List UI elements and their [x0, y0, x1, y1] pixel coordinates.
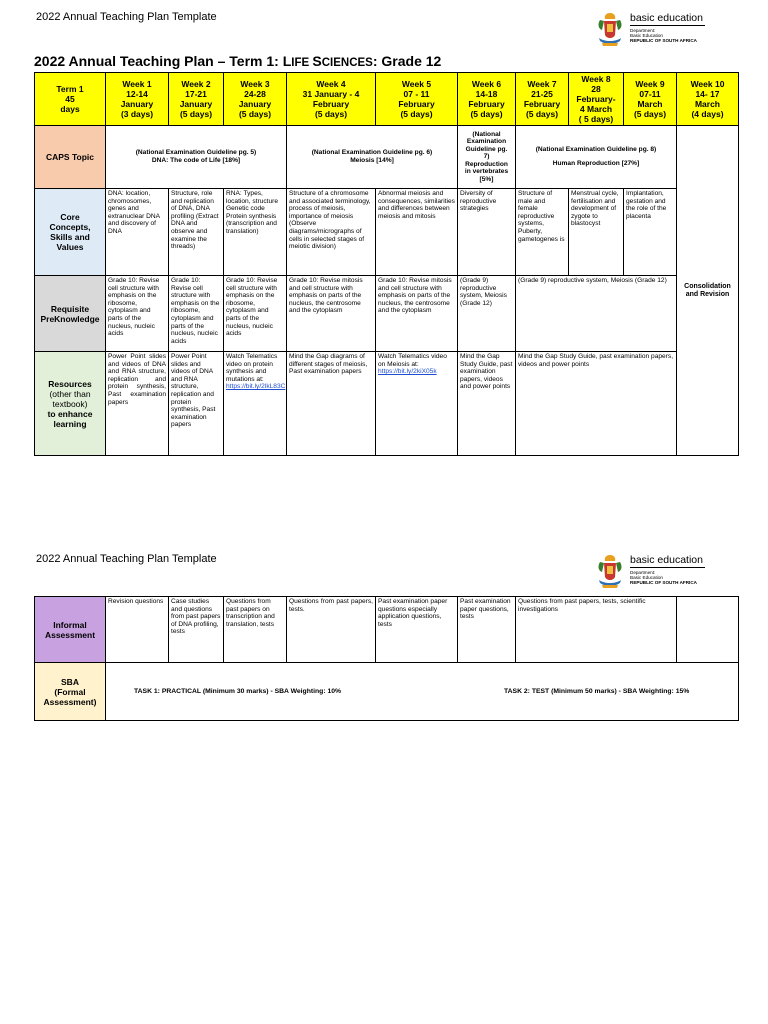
- week-dates: 14-18: [475, 89, 498, 99]
- label-line: Assessment: [44, 629, 96, 640]
- resources-cell: [376, 352, 458, 456]
- week-days: (5 days): [633, 109, 667, 119]
- week-label: Week 8: [581, 74, 611, 84]
- sba-row: [35, 663, 739, 721]
- term-days-count: 45: [65, 94, 75, 104]
- week-dates: 21-25: [531, 89, 553, 99]
- requisite-preknowledge-row: [35, 276, 739, 352]
- week-label: Week 1: [122, 79, 152, 89]
- week-month: February: [312, 99, 350, 109]
- informal-cell: Past examination paper questions, tests: [458, 597, 516, 663]
- header-template-text-2: 2022 Annual Teaching Plan Template: [36, 553, 217, 565]
- caps-topic-label: CAPS Topic: [35, 126, 106, 189]
- topic-name: DNA: The code of Life [18%]: [151, 157, 241, 164]
- week-dates: 07 - 11: [403, 89, 430, 99]
- topic-name: Reproduction: [465, 160, 508, 168]
- term-cell: [35, 73, 106, 126]
- guideline-reference: (National Examination Guideline pg. 6): [311, 149, 433, 157]
- week-month-2: 4 March: [579, 104, 613, 114]
- core-cell: Menstrual cycle, fertilisation and development of zygote to blastocyst: [569, 189, 624, 276]
- label-line: to enhance learning: [47, 408, 93, 429]
- week-days: (5 days): [525, 109, 559, 119]
- resources-cell: Power Point slides and videos of DNA and RNA structure, replication and protein synthesis, Past examination papers: [169, 352, 224, 456]
- week-label: Week 4: [316, 79, 346, 89]
- teaching-plan-table: [34, 72, 739, 456]
- guideline-reference: (National Examination Guideline pg. 8): [535, 146, 657, 154]
- resources-cell: Mind the Gap diagrams of different stages of meiosis, Past examination papers: [287, 352, 376, 456]
- week-month: February-: [576, 94, 616, 104]
- label-line: PreKnowledge: [40, 313, 100, 324]
- core-concepts-row: [35, 189, 739, 276]
- label-line: Informal: [53, 619, 87, 630]
- header-template-text: 2022 Annual Teaching Plan Template: [36, 11, 217, 23]
- sba-tasks-cell: [106, 663, 739, 721]
- week-label: Week 7: [527, 79, 557, 89]
- core-cell: Structure, role and replication of DNA, DNA profiling (Extract DNA and observe and examine the threads): [169, 189, 224, 276]
- logo-republic: REPUBLIC OF SOUTH AFRICA: [630, 580, 697, 585]
- week-days: (5 days): [470, 109, 503, 119]
- guideline-reference-4: 7): [483, 153, 490, 161]
- guideline-reference: (National: [472, 131, 501, 139]
- logo-wordmark: basic education: [630, 554, 703, 566]
- caps-topic-row: [35, 126, 739, 189]
- label-line: Core: [60, 212, 80, 222]
- logo-department: Department:: [630, 570, 656, 575]
- department-logo-2: [595, 551, 707, 593]
- title-s2: CIENCES: [321, 57, 373, 69]
- informal-cell: Questions from past papers on transcription and translation, tests: [224, 597, 287, 663]
- topic-name-2: in vertebrates: [464, 168, 509, 176]
- week-label: Week 9: [635, 79, 665, 89]
- requisite-cell: Grade 10: Revise cell structure with emphasis on the ribosome, cytoplasm and parts of the nucleus, nucleic acids: [224, 276, 287, 352]
- resource-text: Watch Telematics video on Meiosis at:: [378, 353, 447, 368]
- week-days: (3 days): [120, 109, 154, 119]
- week-dates: 12-14: [126, 89, 148, 99]
- informal-cell: Questions from past papers, tests, scientific investigations: [516, 597, 677, 663]
- telematics-meiosis-link[interactable]: https://bit.ly/2kiX05k: [378, 368, 437, 376]
- core-cell: RNA: Types, location, structure Genetic code Protein synthesis (transcription and translation): [224, 189, 287, 276]
- guideline-reference-3: Guideline pg.: [465, 145, 508, 153]
- core-concepts-label: [35, 189, 106, 276]
- informal-cell: Questions from past papers, tests.: [287, 597, 376, 663]
- title-s1: IFE: [291, 57, 313, 69]
- week-month: February: [398, 99, 435, 109]
- core-cell: Implantation, gestation and the role of the placenta: [624, 189, 677, 276]
- resources-cell: Power Point slides and videos of DNA and RNA structure, replication and protein synthesis, Past examination papers: [106, 352, 169, 456]
- resource-text: Watch Telematics video on protein synthesis and mutations at:: [226, 353, 278, 383]
- title-prefix: 2022 Annual Teaching Plan – Term 1:: [34, 53, 283, 69]
- requisite-cell: (Grade 9) reproductive system, Meiosis (Grade 12): [458, 276, 516, 352]
- core-cell: Structure of a chromosome and associated terminology, process of meiosis, importance of meiosis (Observe diagrams/micrographs of cells in selected stages of meiotic division): [287, 189, 376, 276]
- week-1-cell: [106, 73, 169, 126]
- label-line: Requisite: [50, 303, 90, 314]
- topic-weight: [5%]: [479, 175, 494, 183]
- week-dates: 28: [591, 84, 601, 94]
- week-8-cell: [569, 73, 624, 126]
- resources-cell: Mind the Gap Study Guide, past examination papers, videos and power points: [516, 352, 677, 456]
- coat-of-arms-icon: [595, 553, 625, 589]
- requisite-cell: Grade 10: Revise mitosis and cell structure with emphasis on parts of the nucleus, the centrosome and the cytoplasm: [287, 276, 376, 352]
- resources-row: [35, 352, 739, 456]
- week-days: (5 days): [238, 109, 272, 119]
- core-cell: DNA: location, chromosomes, genes and extranuclear DNA and discovery of DNA: [106, 189, 169, 276]
- resources-cell: Mind the Gap Study Guide, past examination papers, videos and power points: [458, 352, 516, 456]
- caps-topic-reproduction-vertebrates: [458, 126, 516, 189]
- requisite-cell: Grade 10: Revise cell structure with emphasis on the ribosome, cytoplasm and parts of the nucleus, nucleic acids: [106, 276, 169, 352]
- title-l2: S: [312, 53, 322, 69]
- week-label: Week 2: [181, 79, 211, 89]
- caps-topic-dna: [106, 126, 287, 189]
- week-10-cell: [677, 73, 739, 126]
- week-5-cell: [376, 73, 458, 126]
- week-dates: 07-11: [639, 89, 661, 99]
- week-days: (5 days): [314, 109, 348, 119]
- week-7-cell: [516, 73, 569, 126]
- logo-basic-education: Basic Education: [630, 33, 663, 38]
- sba-task-2: TASK 2: TEST (Minimum 50 marks) - SBA Weighting: 15%: [504, 688, 690, 695]
- logo-wordmark: basic education: [630, 12, 703, 24]
- label-line: Concepts,: [49, 222, 91, 232]
- coat-of-arms-icon: [595, 11, 625, 47]
- week-dates: 31 January - 4: [302, 89, 360, 99]
- requisite-cell: (Grade 9) reproductive system, Meiosis (Grade 12): [516, 276, 677, 352]
- week-dates: 14- 17: [695, 89, 720, 99]
- sba-label: [35, 663, 106, 721]
- guideline-reference-2: Examination: [466, 138, 507, 146]
- logo-underline: [630, 567, 705, 568]
- informal-cell: Revision questions: [106, 597, 169, 663]
- label-line: (other than textbook): [49, 388, 91, 409]
- term-name: Term 1: [56, 84, 84, 94]
- week-month: January: [238, 99, 272, 109]
- week-3-cell: [224, 73, 287, 126]
- week-9-cell: [624, 73, 677, 126]
- week-month: March: [637, 99, 663, 109]
- core-cell: Diversity of reproductive strategies: [458, 189, 516, 276]
- informal-cell: Case studies and questions from past papers of DNA profiling, tests: [169, 597, 224, 663]
- logo-republic: REPUBLIC OF SOUTH AFRICA: [630, 38, 697, 43]
- informal-assessment-label: [35, 597, 106, 663]
- label-line: Skills and: [50, 232, 90, 242]
- label-line: Assessment): [43, 696, 97, 707]
- week-days: ( 5 days): [578, 114, 614, 124]
- label-line: (Formal: [54, 686, 86, 697]
- week-days: (5 days): [179, 109, 213, 119]
- requisite-cell: Grade 10: Revise mitosis and cell structure with emphasis on parts of the nucleus, the centrosome and the cytoplasm: [376, 276, 458, 352]
- label-line: Values: [56, 242, 84, 252]
- week-days: (4 days): [691, 109, 724, 119]
- week-dates: 24-28: [244, 89, 266, 99]
- core-cell: Abnormal meiosis and consequences, similarities and differences between meiosis and mitosis: [376, 189, 458, 276]
- caps-topic-human-reproduction: [516, 126, 677, 189]
- department-logo: [595, 9, 707, 51]
- caps-topic-meiosis: [287, 126, 458, 189]
- week-days: (5 days): [400, 109, 433, 119]
- informal-cell: Past examination paper questions especially application questions, tests: [376, 597, 458, 663]
- week-month: January: [179, 99, 213, 109]
- label-line: Resources: [48, 378, 92, 389]
- requisite-label: [35, 276, 106, 352]
- week-month: March: [694, 99, 721, 109]
- topic-name: Meiosis [14%]: [350, 157, 394, 164]
- week-4-cell: [287, 73, 376, 126]
- week-header-row: [35, 73, 739, 126]
- week-6-cell: [458, 73, 516, 126]
- week-month: February: [468, 99, 505, 109]
- week-label: Week 10: [690, 79, 725, 89]
- term-days-label: days: [60, 104, 80, 114]
- assessment-table: [34, 596, 739, 721]
- requisite-cell: Grade 10: Revise cell structure with emphasis on the ribosome, cytoplasm and parts of the nucleus, nucleic acids: [169, 276, 224, 352]
- logo-department: Department:: [630, 28, 656, 33]
- page-title: [34, 53, 441, 69]
- label-line: SBA: [61, 676, 79, 687]
- guideline-reference: (National Examination Guideline pg. 5): [135, 149, 257, 157]
- logo-underline: [630, 25, 705, 26]
- sba-task-1: TASK 1: PRACTICAL (Minimum 30 marks) - SBA Weighting: 10%: [134, 688, 342, 695]
- logo-basic-education: Basic Education: [630, 575, 663, 580]
- informal-assessment-row: [35, 597, 739, 663]
- topic-name: Human Reproduction [27%]: [552, 160, 640, 167]
- week-month: January: [120, 99, 154, 109]
- week-dates: 17-21: [185, 89, 207, 99]
- telematics-protein-link[interactable]: https://bit.ly/2lkL83C: [226, 383, 286, 391]
- informal-cell-empty: [677, 597, 739, 663]
- week-label: Week 3: [240, 79, 270, 89]
- title-suffix: : Grade 12: [372, 53, 442, 69]
- title-l1: L: [282, 53, 292, 69]
- resources-cell: [224, 352, 287, 456]
- week-month: February: [523, 99, 561, 109]
- core-cell: Structure of male and female reproductive systems, Puberty, gametogenes is: [516, 189, 569, 276]
- week-label: Week 5: [401, 79, 432, 89]
- week-label: Week 6: [471, 79, 502, 89]
- week-2-cell: [169, 73, 224, 126]
- consolidation-revision-cell: Consolidation and Revision: [677, 126, 739, 456]
- resources-label: [35, 352, 106, 456]
